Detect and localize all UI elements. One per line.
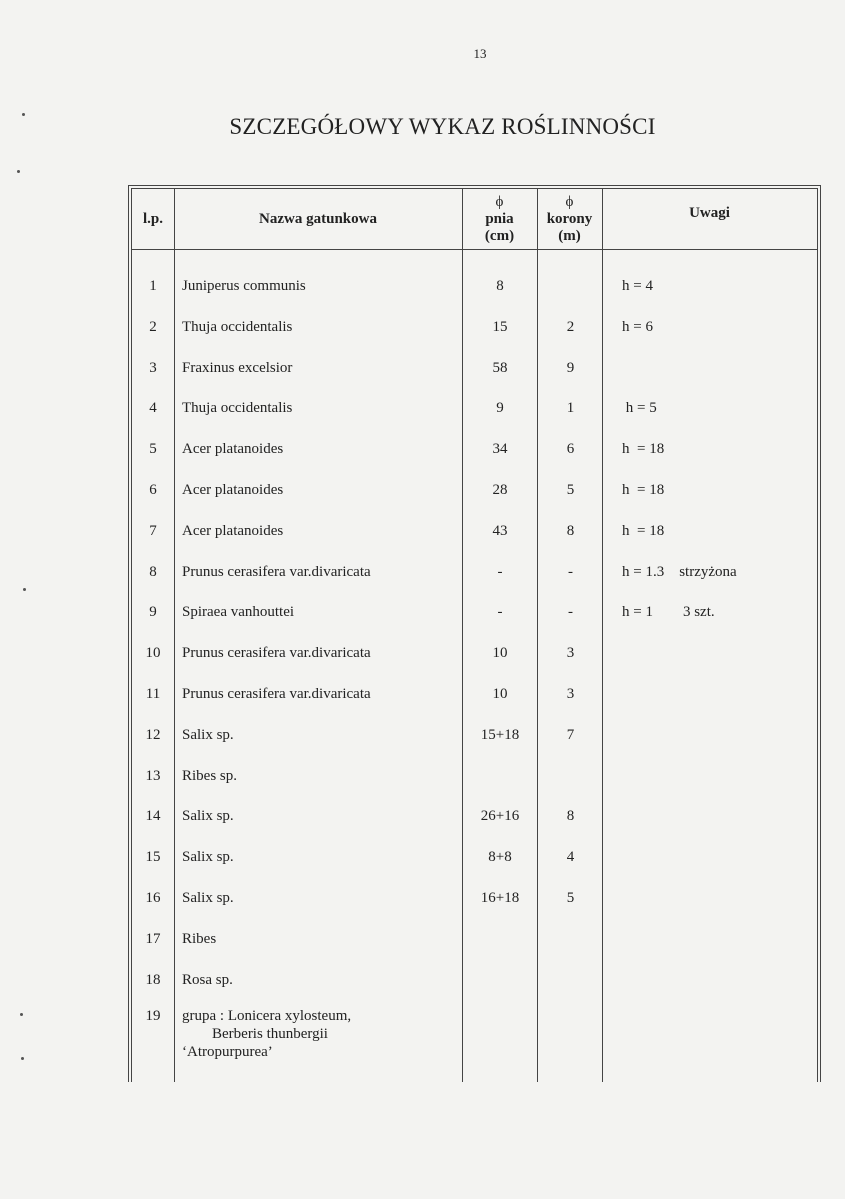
cell-pnia: 10 (492, 686, 508, 702)
cell-korony: 5 (566, 482, 575, 498)
cell-pnia: 43 (492, 522, 508, 539)
header-pnia (462, 189, 537, 249)
cell-name: Rosa sp. (182, 971, 233, 988)
cell-lp: 12 (145, 726, 161, 743)
cell-korony: 3 (566, 686, 575, 702)
cell-name: Salix sp. (182, 849, 234, 866)
cell-uwagi: h = 4 (622, 278, 653, 294)
cell-uwagi: h = 6 (622, 318, 653, 335)
cell-lp: 7 (149, 522, 157, 539)
cell-uwagi: h = 18 (622, 522, 665, 539)
cell-lp: 8 (149, 563, 157, 580)
plant-table (128, 185, 821, 1082)
cell-lp: 6 (149, 482, 157, 498)
cell-name: Thuja occidentalis (182, 400, 293, 417)
cell-korony: - (568, 563, 573, 580)
cell-pnia: 8+8 (488, 849, 512, 866)
cell-name: Acer platanoides (182, 482, 284, 498)
header-divider (132, 249, 817, 250)
cell-lp: 3 (149, 359, 157, 376)
cell-korony: 9 (566, 359, 575, 376)
cell-korony: 4 (566, 849, 575, 866)
cell-lp: 17 (145, 930, 161, 947)
cell-lp: 10 (145, 645, 161, 662)
cell-name: Prunus cerasifera var.divaricata (182, 645, 371, 662)
cell-uwagi: h = 18 (622, 482, 665, 498)
page-title: SZCZEGÓŁOWY WYKAZ ROŚLINNOŚCI (229, 114, 656, 139)
cell-name: Ribes (182, 930, 217, 947)
cell-pnia: 26+16 (480, 808, 520, 825)
cell-name: Salix sp. (182, 890, 234, 906)
cell-pnia: 58 (492, 359, 508, 376)
header-uwagi: Uwagi (689, 205, 730, 221)
cell-pnia: 10 (492, 645, 508, 662)
cell-korony: 2 (566, 318, 575, 335)
cell-lp: 5 (149, 441, 157, 458)
cell-lp: 19 (145, 1008, 161, 1024)
cell-lp: 1 (149, 278, 157, 294)
cell-korony: 7 (566, 726, 575, 743)
cell-name-line3: ‘Atropurpurea’ (182, 1044, 273, 1060)
cell-name: Prunus cerasifera var.divaricata (182, 563, 371, 580)
cell-korony: 6 (566, 441, 575, 458)
cell-korony: 3 (566, 645, 575, 662)
cell-lp: 9 (149, 604, 157, 621)
cell-name-line1: grupa : Lonicera xylosteum, (182, 1008, 352, 1024)
cell-korony: 8 (566, 808, 575, 825)
cell-name: Salix sp. (182, 726, 234, 743)
header-korony-label: korony (546, 210, 593, 227)
cell-lp: 13 (145, 767, 161, 784)
cell-korony: 8 (566, 522, 575, 539)
cell-uwagi: h = 5 (622, 400, 657, 417)
cell-name-line2: Berberis thunbergii (212, 1026, 328, 1042)
cell-lp: 14 (145, 808, 161, 825)
cell-name: Prunus cerasifera var.divaricata (182, 686, 371, 702)
diameter-symbol: ϕ (565, 193, 574, 210)
cell-pnia: 34 (492, 441, 508, 458)
cell-korony: - (568, 604, 573, 621)
cell-lp: 15 (145, 849, 161, 866)
cell-name: Fraxinus excelsior (182, 359, 293, 376)
cell-uwagi: h = 1.3 strzyżona (622, 563, 737, 580)
cell-pnia: 9 (496, 400, 504, 417)
header-korony (537, 189, 602, 249)
cell-name: Acer platanoides (182, 522, 284, 539)
cell-lp: 18 (145, 971, 161, 988)
cell-name: Ribes sp. (182, 767, 238, 784)
header-pnia-label: pnia (485, 210, 514, 227)
cell-lp: 4 (149, 400, 157, 417)
cell-name: Acer platanoides (182, 441, 284, 458)
cell-pnia: 15+18 (480, 726, 520, 743)
cell-lp: 2 (149, 318, 157, 335)
cell-lp: 16 (145, 890, 161, 906)
cell-pnia: - (497, 604, 503, 621)
cell-pnia: 28 (492, 482, 508, 498)
header-lp: l.p. (142, 210, 163, 227)
header-pnia-unit: (cm) (484, 227, 515, 244)
page-number: 13 (473, 46, 487, 61)
cell-name: Spiraea vanhouttei (182, 604, 295, 621)
cell-pnia: 15 (492, 318, 508, 335)
diameter-symbol: ϕ (495, 193, 504, 210)
cell-name: Thuja occidentalis (182, 318, 293, 335)
cell-name: Juniperus communis (182, 278, 306, 294)
cell-lp: 11 (145, 686, 161, 702)
cell-pnia: - (497, 563, 503, 580)
cell-korony: 5 (566, 890, 575, 906)
cell-uwagi: h = 18 (622, 441, 665, 458)
cell-name: Salix sp. (182, 808, 234, 825)
cell-pnia: 8 (496, 278, 504, 294)
column-divider (174, 189, 175, 1082)
cell-korony: 1 (566, 400, 575, 417)
cell-uwagi: h = 1 3 szt. (622, 604, 715, 621)
header-korony-unit: (m) (558, 227, 581, 244)
cell-pnia: 16+18 (480, 890, 520, 906)
header-name: Nazwa gatunkowa (259, 210, 377, 227)
